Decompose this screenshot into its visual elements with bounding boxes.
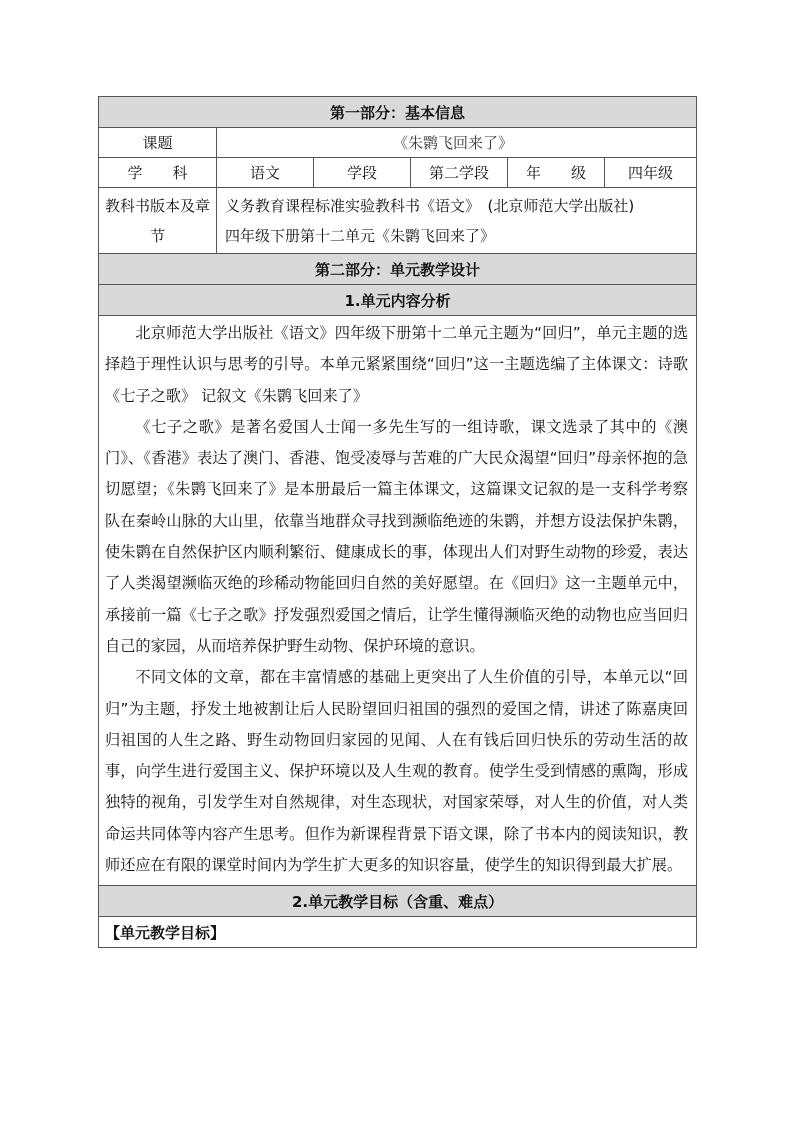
subject-value: 语文 bbox=[217, 158, 314, 188]
lesson-plan-table bbox=[98, 96, 697, 948]
section2-heading: 2.单元教学目标（含重、难点） bbox=[99, 886, 697, 917]
topic-label: 课题 bbox=[99, 128, 217, 158]
unit-content-analysis bbox=[99, 316, 697, 886]
analysis-paragraph-1: 北京师范大学出版社《语文》四年级下册第十二单元主题为“回归”，单元主题的选择趋于理性认识与思考的引导。本单元紧紧围绕“回归”这一主题选编了主体课文：诗歌《七子之歌》 记叙文《朱鹮飞回来了》 bbox=[105, 324, 689, 405]
textbook-info bbox=[217, 188, 697, 254]
analysis-paragraph-3: 不同文体的文章，都在丰富情感的基础上更突出了人生价值的引导，本单元以“回归”为主题，抒发土地被割让后人民盼望回归祖国的强烈的爱国之情，讲述了陈嘉庚回归祖国的人生之路、野生动物回归家园的见闻、人在有钱后回归快乐的劳动生活的故事，向学生进行爱国主义、保护环境以及人生观的教育。使学生受到情感的熏陶，形成独特的视角，引发学生对自然规律，对生态现状，对国家荣辱，对人生的价值，对人类命运共同体等内容产生思考。但作为新课程背景下语文课，除了书本内的阅读知识，教师还应在有限的课堂时间内为学生扩大更多的知识容量，使学生的知识得到最大扩展。 bbox=[105, 668, 689, 875]
subject-label: 学 科 bbox=[99, 158, 217, 188]
objectives-label: 【单元教学目标】 bbox=[99, 917, 697, 948]
grade-label: 年 级 bbox=[508, 158, 605, 188]
stage-value: 第二学段 bbox=[411, 158, 508, 188]
textbook-line-2: 四年级下册第十二单元《朱鹮飞回来了》 bbox=[225, 226, 496, 245]
section1-heading: 1.单元内容分析 bbox=[99, 285, 697, 316]
textbook-label: 教科书版本及章节 bbox=[99, 188, 217, 254]
part1-heading: 第一部分：基本信息 bbox=[99, 97, 697, 128]
part2-heading: 第二部分：单元教学设计 bbox=[99, 254, 697, 285]
analysis-paragraph-2: 《七子之歌》是著名爱国人士闻一多先生写的一组诗歌，课文选录了其中的《澳门》、《香港》表达了澳门、香港、饱受凌辱与苦难的广大民众渴望“回归”母亲怀抱的急切愿望；《朱鹮飞回来了》是本册最后一篇主体课文，这篇课文记叙的是一支科学考察队在秦岭山脉的大山里，依靠当地群众寻找到濒临绝迹的朱鹮，并想方设法保护朱鹮，使朱鹮在自然保护区内顺利繁衍、健康成长的事，体现出人们对野生动物的珍爱，表达了人类渴望濒临灭绝的珍稀动物能回归自然的美好愿望。在《回归》这一主题单元中，承接前一篇《七子之歌》抒发强烈爱国之情后，让学生懂得濒临灭绝的动物也应当回归自己的家园，从而培养保护野生动物、保护环境的意识。 bbox=[105, 417, 689, 655]
grade-value: 四年级 bbox=[605, 158, 697, 188]
stage-label: 学段 bbox=[314, 158, 411, 188]
topic-value: 《朱鹮飞回来了》 bbox=[217, 128, 697, 158]
textbook-line-1: 义务教育课程标准实验教科书《语文》 (北京师范大学出版社) bbox=[225, 196, 635, 215]
